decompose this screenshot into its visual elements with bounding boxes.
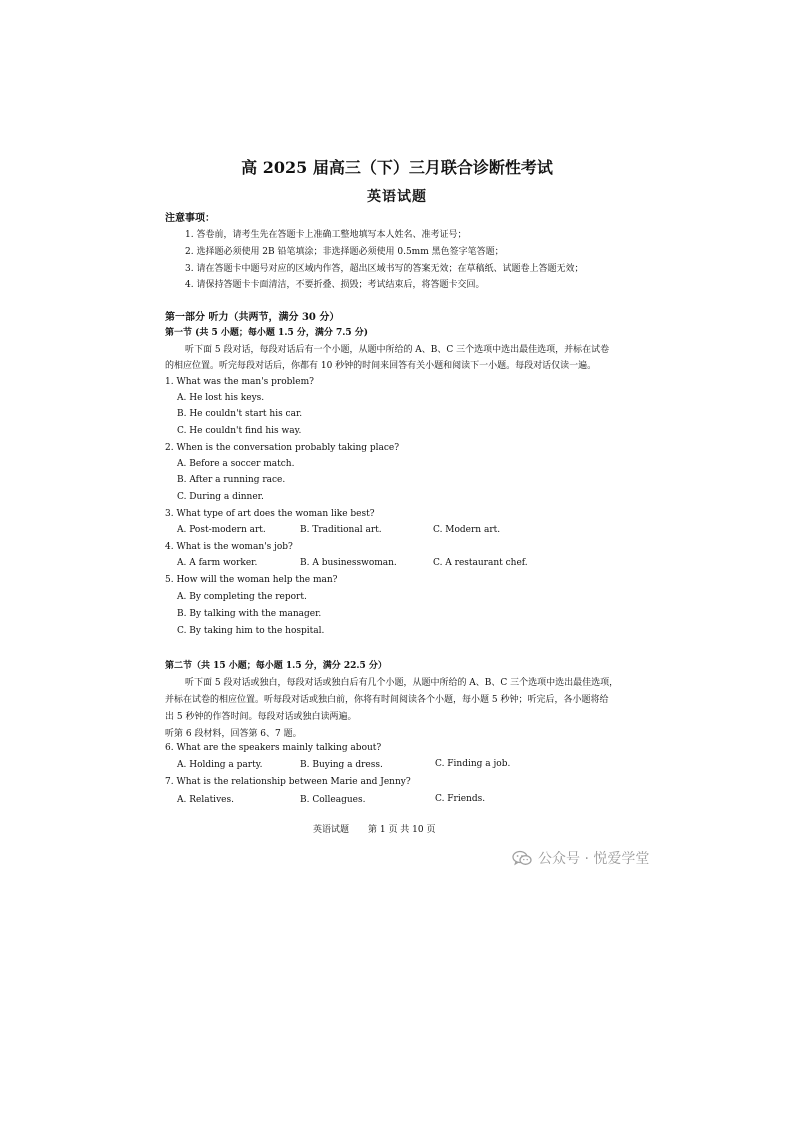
- question-3: 3. What type of art does the woman like best?: [165, 509, 375, 519]
- notice-item: 4. 请保持答题卡卡面清洁，不要折叠、损毁；考试结束后，将答题卡交回。: [185, 280, 485, 290]
- exam-title: 高 2025 届高三（下）三月联合诊断性考试: [241, 158, 553, 177]
- option-4c: C. A restaurant chef.: [433, 558, 528, 568]
- option-7a: A. Relatives.: [177, 795, 234, 805]
- notice-heading: 注意事项：: [165, 213, 215, 224]
- question-7: 7. What is the relationship between Marie and Jenny?: [165, 777, 411, 787]
- option-1a: A. He lost his keys.: [177, 393, 265, 403]
- part1-heading: 第一部分 听力（共两节，满分 30 分）: [165, 312, 340, 323]
- notice-item: 2. 选择题必须使用 2B 铅笔填涂；非选择题必须使用 0.5mm 黑色签字笔答题；: [185, 247, 504, 257]
- footer-subject: 英语试题: [313, 825, 350, 835]
- question-1: 1. What was the man's problem?: [165, 377, 314, 387]
- option-2c: C. During a dinner.: [177, 492, 264, 502]
- watermark-text: 公众号 · 悦爱学堂: [538, 851, 650, 867]
- material-note: 听第 6 段材料，回答第 6、7 题。: [165, 729, 302, 739]
- question-5: 5. How will the woman help the man?: [165, 575, 338, 585]
- option-1b: B. He couldn't start his car.: [177, 409, 303, 419]
- option-5a: A. By completing the report.: [177, 592, 307, 602]
- question-6: 6. What are the speakers mainly talking about?: [165, 743, 382, 753]
- question-2: 2. When is the conversation probably taking place?: [165, 443, 400, 453]
- section2-instruction-line: 听下面 5 段对话或独白，每段对话或独白后有几个小题，从题中所给的 A、B、C 三个选项中选出最佳选项，: [185, 678, 619, 688]
- option-2a: A. Before a soccer match.: [177, 459, 295, 469]
- option-4b: B. A businesswoman.: [300, 558, 397, 568]
- option-1c: C. He couldn't find his way.: [177, 426, 302, 436]
- notice-item: 1. 答卷前，请考生先在答题卡上准确工整地填写本人姓名、准考证号；: [185, 230, 467, 240]
- option-5c: C. By taking him to the hospital.: [177, 626, 325, 636]
- footer-page: 第 1 页 共 10 页: [368, 825, 436, 835]
- notice-item: 3. 请在答题卡中题号对应的区域内作答，超出区域书写的答案无效；在草稿纸、试题卷上答题无效；: [185, 264, 584, 274]
- option-6a: A. Holding a party.: [177, 760, 263, 770]
- option-3c: C. Modern art.: [433, 525, 501, 535]
- section1-heading: 第一节 (共 5 小题；每小题 1.5 分，满分 7.5 分): [165, 328, 369, 338]
- option-4a: A. A farm worker.: [177, 558, 258, 568]
- section2-instruction-line: 出 5 秒钟的作答时间。每段对话或独白读两遍。: [165, 712, 357, 722]
- section1-instruction-line: 听下面 5 段对话，每段对话后有一个小题，从题中所给的 A、B、C 三个选项中选出最佳选项，并标在试卷: [185, 345, 610, 355]
- section2-heading: 第二节（共 15 小题；每小题 1.5 分，满分 22.5 分）: [165, 661, 387, 671]
- question-4: 4. What is the woman's job?: [165, 542, 293, 552]
- option-3b: B. Traditional art.: [300, 525, 382, 535]
- section1-instruction-line: 的相应位置。听完每段对话后，你都有 10 秒钟的时间来回答有关小题和阅读下一小题。每段对话仅读一遍。: [165, 361, 597, 371]
- wechat-icon: [512, 850, 532, 866]
- exam-subtitle: 英语试题: [367, 189, 427, 205]
- option-6b: B. Buying a dress.: [300, 760, 383, 770]
- option-7b: B. Colleagues.: [300, 795, 366, 805]
- option-3a: A. Post-modern art.: [177, 525, 266, 535]
- section2-instruction-line: 并标在试卷的相应位置。听每段对话或独白前，你将有时间阅读各个小题，每小题 5 秒钟；听完后，各小题将给: [165, 695, 609, 705]
- watermark: [512, 848, 649, 868]
- option-7c: C. Friends.: [435, 794, 486, 804]
- option-2b: B. After a running race.: [177, 475, 286, 485]
- option-5b: B. By talking with the manager.: [177, 609, 322, 619]
- option-6c: C. Finding a job.: [435, 759, 511, 769]
